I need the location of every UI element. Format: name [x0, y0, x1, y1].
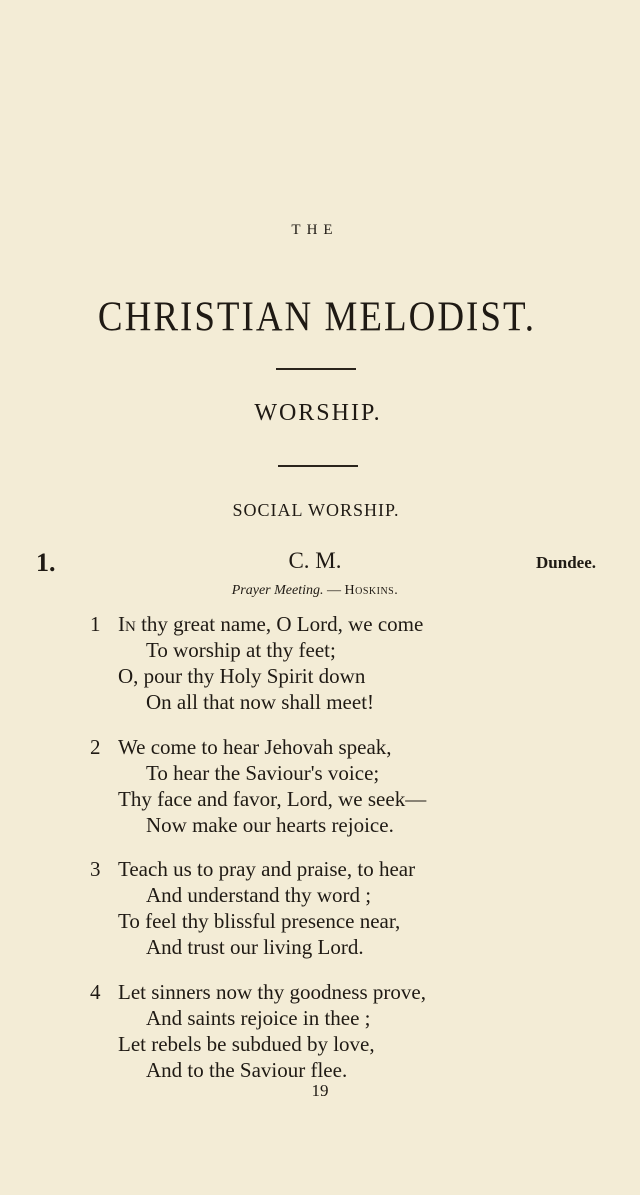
verse-line: To worship at thy feet; [146, 638, 336, 662]
divider-rule [276, 368, 356, 370]
verse-line: To hear the Saviour's voice; [146, 761, 380, 785]
hymn-author: Hoskins. [344, 583, 399, 598]
verse-line: On all that now shall meet! [146, 690, 375, 714]
verse-number: 3 [90, 857, 101, 881]
verse-line: Let rebels be subdued by love, [118, 1032, 375, 1056]
verse-number: 4 [90, 980, 101, 1004]
verse-line [118, 612, 423, 637]
divider-rule [278, 465, 358, 467]
title-article: THE [291, 222, 339, 238]
section-title: WORSHIP. [254, 400, 382, 426]
hymn-number: 1. [36, 548, 56, 577]
hymn-subject: Prayer Meeting. [231, 583, 324, 598]
verse-line: To feel thy blissful presence near, [118, 909, 401, 933]
hymn-meter: C. M. [288, 548, 342, 573]
verse-line: Let sinners now thy goodness prove, [118, 980, 426, 1004]
tune-name: Dundee. [536, 553, 596, 572]
page-number: 19 [311, 1081, 329, 1100]
verse-line: Thy face and favor, Lord, we seek— [118, 787, 427, 811]
line-text: thy great name, O Lord, we come [135, 612, 424, 636]
verse-number: 2 [90, 735, 101, 759]
verse-line: Now make our hearts rejoice. [146, 813, 394, 837]
verse-line: Teach us to pray and praise, to hear [118, 857, 416, 881]
verse-line: We come to hear Jehovah speak, [118, 735, 392, 759]
book-title: CHRISTIAN MELODIST. [97, 293, 537, 342]
first-word: In [118, 612, 136, 636]
verse-line: And to the Saviour flee. [146, 1058, 348, 1082]
verse-number: 1 [90, 612, 101, 636]
verse-line: And trust our living Lord. [146, 935, 364, 959]
subsection-title: SOCIAL WORSHIP. [232, 500, 400, 520]
attribution-dash: — [323, 583, 345, 598]
verse-line: And understand thy word ; [146, 883, 372, 907]
verse-line: And saints rejoice in thee ; [146, 1006, 371, 1030]
verse-line: O, pour thy Holy Spirit down [118, 664, 366, 688]
hymn-attribution [0, 583, 630, 599]
